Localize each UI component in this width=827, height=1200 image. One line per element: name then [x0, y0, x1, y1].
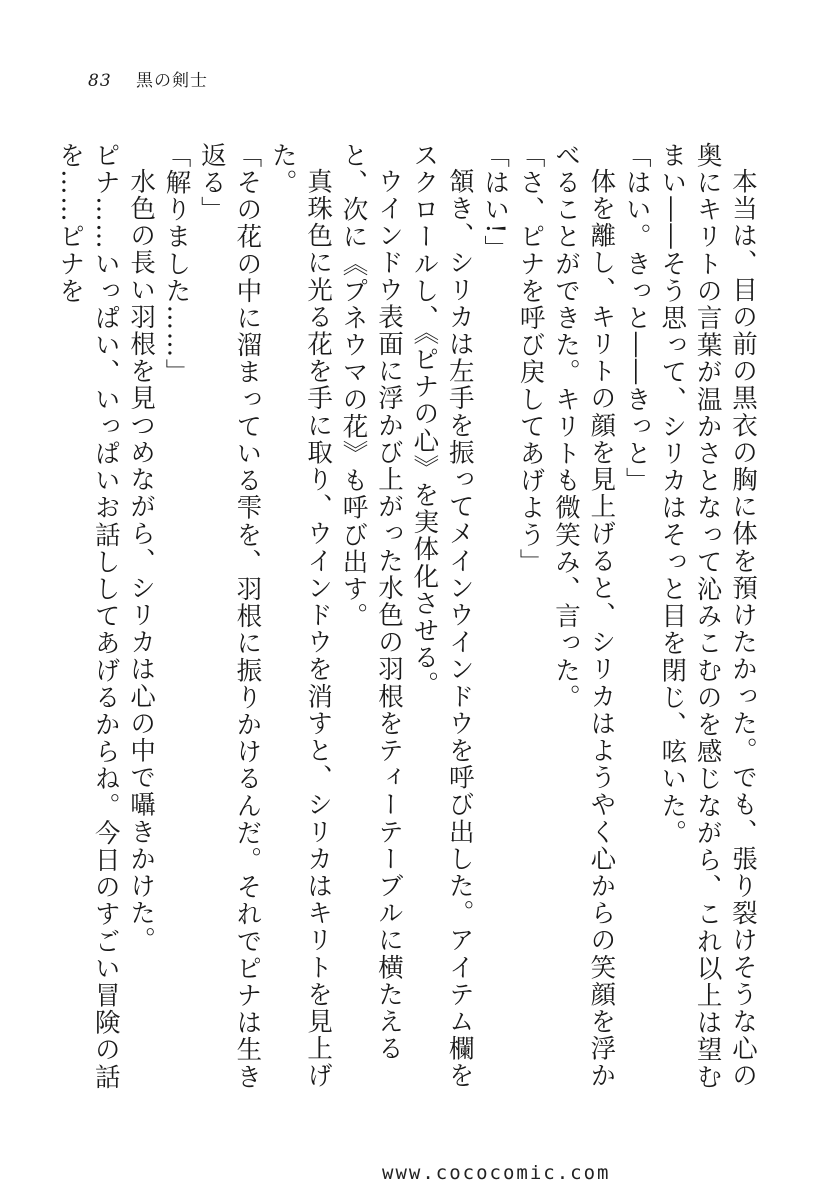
paragraph-1: 本当は、目の前の黒衣の胸に体を預けたかった。でも、張り裂けそうな心の奥にキリトの言葉が温かさとなって沁みこむのを感じながら、これ以上は望むまい――そう思って、シリカはそっと目を閉じ、呟いた。: [657, 142, 758, 1091]
paragraph-5: 「はい!」: [480, 142, 511, 263]
paragraph-2: 「はい。きっと――きっと」: [621, 142, 652, 495]
paragraph-7: ウインドウ表面に浮かび上がった水色の羽根をティーテーブルに横たえると、次に《プネウマの花》も呼び出す。: [338, 142, 404, 1062]
paragraph-6: 頷き、シリカは左手を振ってメインウインドウを呼び出した。アイテム欄をスクロールし、《ピナの心》を実体化させる。: [409, 142, 475, 1089]
paragraph-10: 「解りました……」: [161, 142, 192, 386]
watermark-url: www.cococomic.com: [382, 1162, 611, 1184]
paragraph-3: 体を離し、キリトの顔を見上げると、シリカはようやく心からの笑顔を浮かべることができた。キリトも微笑み、言った。: [550, 142, 617, 1089]
paragraph-4: 「さ、ピナを呼び戻してあげよう」: [515, 142, 546, 576]
paragraph-12: ピナ……いっぱい、いっぱいお話ししてあげるからね。今日のすごい冒険の話を……ピナを: [55, 142, 121, 1091]
paragraph-11: 水色の長い羽根を見つめながら、シリカは心の中で囁きかけた。: [126, 167, 157, 954]
chapter-title: 黒の剣士: [136, 71, 209, 91]
paragraph-9: 「その花の中に溜まっている雫を、羽根に振りかけるんだ。それでピナは生き返る」: [196, 142, 263, 1091]
page-number: 83: [88, 71, 112, 91]
vertical-body-text: [55, 142, 760, 1107]
paragraph-8: 真珠色に光る花を手に取り、ウインドウを消すと、シリカはキリトを見上げた。: [267, 142, 334, 1089]
page-header: [88, 66, 208, 91]
